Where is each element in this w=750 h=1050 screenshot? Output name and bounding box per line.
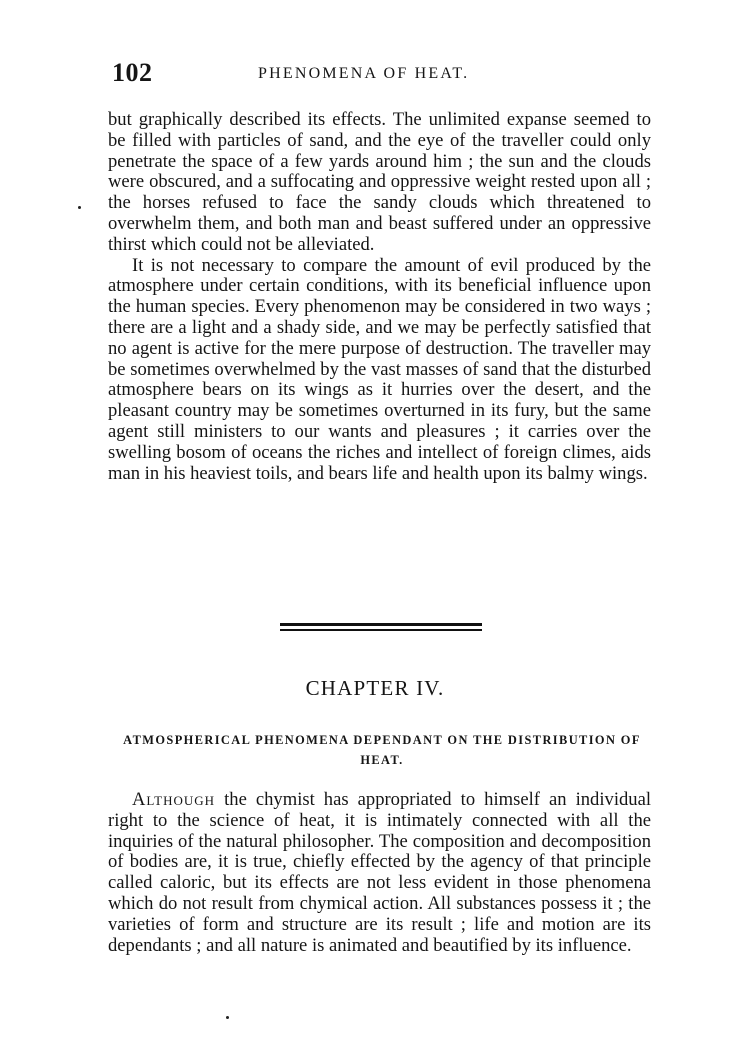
paragraph-atmosphere: It is not necessary to compare the amount of evil produced by the atmosphere under certain conditions, with its beneficial influence upon the human species. Every phenomenon may be considered in two ways ; there are a light and a shady side, and we may be perfectly satisfied that no agent is active for the mere purpose of destruction. The traveller may be sometimes overwhelmed by the vast masses of sand that the disturbed atmosphere bears on its wings as it hurries over the desert, and the pleasant country may be sometimes overturned in its fury, but the same agent still ministers to our wants and pleasures ; it carries over the swelling bosom of oceans the riches and intellect of foreign climes, aids man in his heaviest toils, and bears life and health upon its balmy wings. — [108, 254, 651, 484]
running-title: PHENOMENA OF HEAT. — [258, 65, 470, 82]
chapter-heading: CHAPTER IV. — [305, 676, 445, 700]
continued-text-block — [108, 110, 651, 484]
opening-word: Although — [132, 789, 216, 810]
page-number: 102 — [112, 58, 153, 87]
margin-speck — [226, 1016, 229, 1019]
chapter-text-block — [108, 790, 651, 956]
running-head — [112, 58, 650, 92]
opening-paragraph-text: the chymist has appropriated to himself an individual right to the science of heat, it is intimately connected with all the inquiries of the natural philosopher. The composition and decomposition of bodies are, it is true, chiefly effected by the agency of that principle called caloric, but its effects are not less evident in those phenomena which do not result from chymical action. All substances possess it ; the varieties of form and structure are its result ; life and motion are its dependants ; and all nature is animated and beautified by its influence. — [108, 789, 651, 956]
section-divider-thin — [280, 629, 482, 631]
section-divider-thick — [280, 623, 482, 626]
paragraph-chapter-opening — [108, 790, 651, 956]
section-title: ATMOSPHERICAL PHENOMENA DEPENDANT ON THE DISTRIBUTION OF HEAT. — [123, 733, 641, 767]
margin-speck — [78, 206, 81, 209]
paragraph-continued: but graphically described its effects. The unlimited expanse seemed to be filled with particles of sand, and the eye of the traveller could only penetrate the space of a few yards around him ; the sun and the clouds were obscured, and a suffocating and oppressive weight rested upon all ; the horses refused to face the sandy clouds which threatened to overwhelm them, and both man and beast suffered under an oppressive thirst which could not be alleviated. — [108, 109, 651, 255]
